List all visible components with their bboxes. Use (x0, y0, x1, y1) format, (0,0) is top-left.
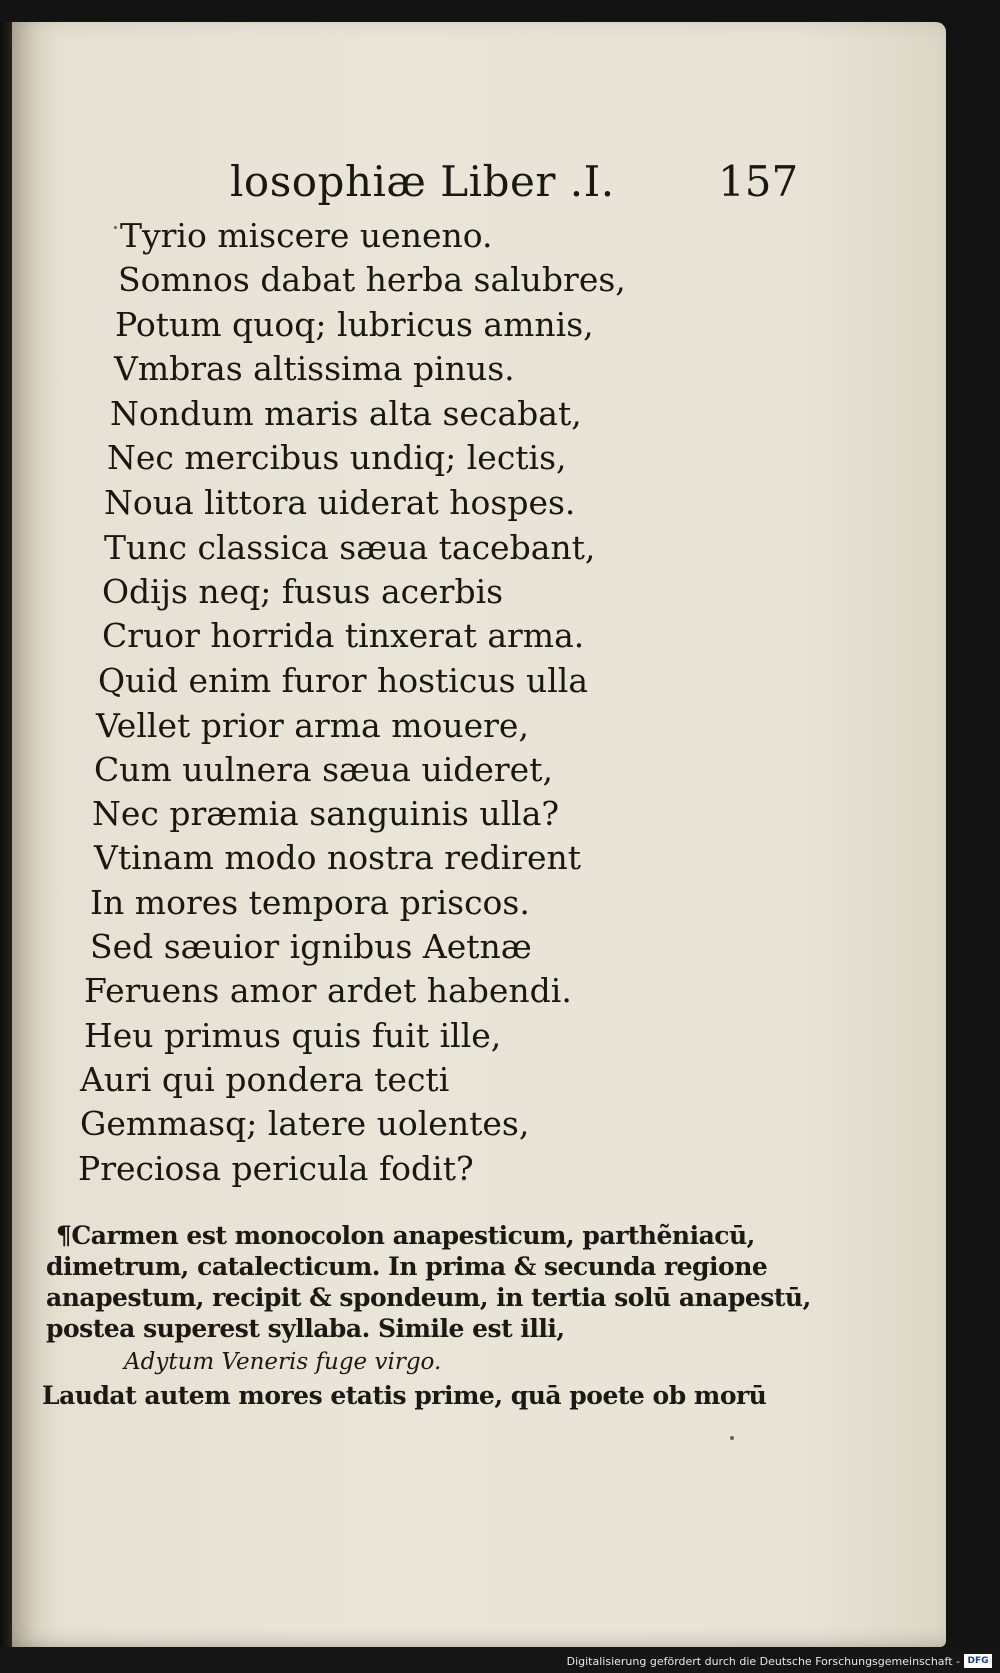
verse-line: In mores tempora priscos. (90, 883, 530, 922)
quoted-verse: Adytum Veneris fuge virgo. (124, 1349, 442, 1375)
verse-line: Preciosa pericula fodit? (78, 1149, 474, 1188)
verse-line: Tunc classica sæua tacebant, (104, 528, 596, 567)
verse-line: Somnos dabat herba salubres, (118, 260, 626, 299)
verse-line: Sed sæuior ignibus Aetnæ (90, 927, 532, 966)
commentary-line-2: dimetrum, catalecticum. In prima & secunda regione (46, 1252, 768, 1281)
verse-line: Potum quoq; lubricus amnis, (115, 305, 594, 344)
verse-line: Nec mercibus undiq; lectis, (107, 438, 567, 477)
commentary-line-4: postea superest syllaba. Simile est illi, (46, 1314, 565, 1343)
verse-line: Nec præmia sanguinis ulla? (92, 794, 560, 833)
verse-line: Noua littora uiderat hospes. (104, 483, 576, 522)
verse-line: Cruor horrida tinxerat arma. (102, 616, 585, 655)
verse-line: Feruens amor ardet habendi. (84, 971, 572, 1010)
dfg-logo-icon: DFG (964, 1654, 992, 1668)
paper-page (12, 22, 946, 1647)
verse-line: Gemmasq; latere uolentes, (80, 1104, 530, 1143)
verse-line: Heu primus quis fuit ille, (84, 1016, 502, 1055)
pilcrow-mark: ¶ (56, 1221, 72, 1250)
footer-bar (0, 1647, 1000, 1673)
verse-line: Vellet prior arma mouere, (96, 706, 529, 745)
paper-speck (114, 226, 117, 229)
page-number: 157 (718, 157, 799, 206)
commentary-line-5: Laudat autem mores etatis prime, quā poete ob morū (42, 1381, 767, 1410)
page-header (12, 157, 946, 217)
commentary-line-1 (56, 1221, 755, 1251)
verse-line: Cum uulnera sæua uideret, (94, 750, 553, 789)
paper-speck (730, 1436, 734, 1440)
commentary-text: Carmen est monocolon anapesticum, parthẽniacū, (71, 1221, 755, 1250)
verse-line: Quid enim furor hosticus ulla (98, 661, 589, 700)
verse-line: Nondum maris alta secabat, (110, 394, 582, 433)
digitization-credit: Digitalisierung gefördert durch die Deutsche Forschungsgemeinschaft - (566, 1655, 960, 1668)
verse-line: Vtinam modo nostra redirent (94, 838, 582, 877)
verse-line: Auri qui pondera tecti (80, 1060, 450, 1099)
verse-line: Tyrio miscere ueneno. (120, 216, 493, 255)
verse-line: Odijs neq; fusus acerbis (102, 572, 504, 611)
verse-line: Vmbras altissima pinus. (114, 349, 515, 388)
running-title: losophiæ Liber .I. (230, 157, 615, 206)
commentary-line-3: anapestum, recipit & spondeum, in tertia solū anapestū, (46, 1283, 811, 1312)
